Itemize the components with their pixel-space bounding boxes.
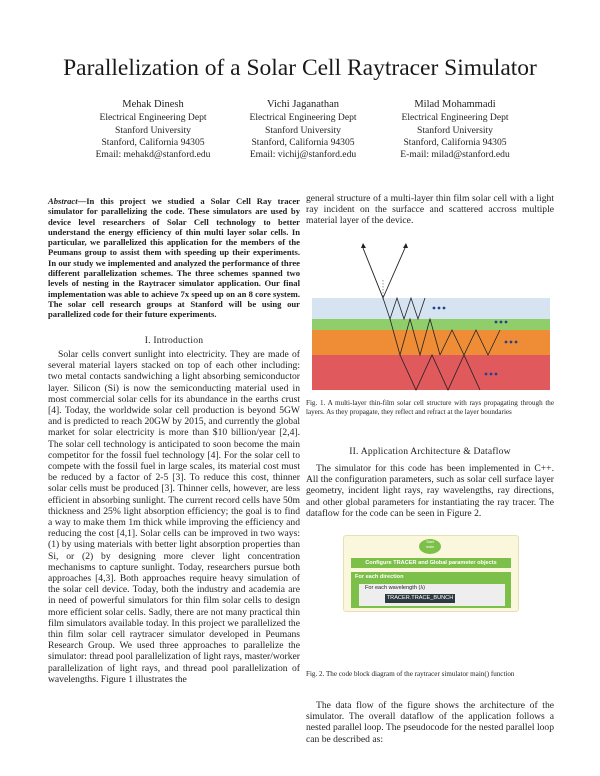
direction-loop-label: For each direction: [355, 574, 404, 580]
paper-title: Parallelization of a Solar Cell Raytracer Simulator: [63, 55, 537, 81]
section-heading-architecture: II. Application Architecture & Dataflow: [349, 446, 511, 457]
layer-top: [312, 298, 550, 319]
layer-green: [312, 319, 550, 330]
dataflow-text: The data flow of the figure shows the architecture of the simulator. The overall dataflow of the application follows a nested parallel loop. The pseudocode for the nested parallel loop can be described as:: [306, 700, 554, 745]
figure-1-caption: Fig. 1. A multi-layer thin-film solar cell structure with rays propagating through the layers. As they propagate, they reflect and refract at the layer boundaries: [306, 399, 554, 416]
configure-block: Configure TRACER and Global parameter objects: [351, 558, 511, 568]
author-dept: Electrical Engineering Dept: [401, 112, 509, 124]
layer-red: [312, 355, 550, 390]
intro-paragraph: [48, 349, 300, 685]
dataflow-paragraph: [306, 700, 554, 745]
wavelength-loop-label: For each wavelength (λ): [365, 585, 426, 591]
author-dept: Electrical Engineering Dept: [99, 112, 207, 124]
wavelength-loop-block: [359, 584, 505, 606]
abstract: [48, 196, 300, 320]
author-name: Vichi Jaganathan: [267, 99, 339, 110]
trace-bunch-block: TRACER.TRACE_BUNCH: [386, 595, 454, 601]
author-address: Stanford, California 94305: [403, 136, 507, 148]
abstract-lead: Abstract: [48, 196, 78, 206]
figure-1-solar-cell-diagram: [306, 240, 556, 392]
author-email: Email: mehakd@stanford.edu: [95, 149, 211, 161]
intro-text: Solar cells convert sunlight into electricity. They are made of several material layers stacked on top of each other including: two metal contacts sandwiching a light absorbing semiconductor layer. Silicon (Si) is now the semiconducting material used in most commercial solar cells for its abundance in the earths crust [4]. Today, the worldwide solar cell production is beyond 5GW and is predicted to reach 20GW by 2015, and currently the global market for solar electricity is more than $10 billion/year [2,4]. The solar cell technology is anticipated to soon become the main competitor for the fossil fuel technology [4]. For the solar cell to compete with the fossil fuel in large scales, its material cost must be reduced by a factor of 2-5 [3]. To reduce this cost, thinner solar cells must be produced [3]. Thinner cells, however, are less efficient in absorbing sunlight. The current record cells have 50m thickness and 25% light absorption efficiency; the goal is to find a way to make them 1m thick while improving the efficiency and reducing the cost [4,1]. Solar cells can be improved in two ways: (1) by using materials with better light absorption properties than Si, or (2) by designing more clever light concentration mechanisms to capture sunlight. Today, researchers pursue both approaches [4,3]. Both approaches require heavy simulation of the solar cell device. Today, both the industry and academia are in need of powerful simulators for thin film solar cells to design more efficient solar cells. Sadly, there are not many practical thin film simulators available today. In this project we parallelized the thin film solar cell raytracer simulator developed in Peumans Research Group. We used three approaches to parallelize the simulator: thread pool parallelization of light rays, master/worker parallelization of light rays, and thread pool parallelization of wavelengths. Figure 1 illustrates the: [48, 349, 300, 685]
reflected-ray: [383, 248, 405, 298]
author-email: Email: vichij@stanford.edu: [249, 149, 357, 161]
ray-arrow-head: [403, 243, 408, 248]
abstract-text: —In this project we studied a Solar Cell Ray tracer simulator for parallelizing the code. These simulators are used by device level researchers of Solar Cell technology to better understand the energy efficiency of thin multi layer solar cells. In particular, we parallelized this application for the members of the Peumans group to assist them with speeding up their experiments. In our study we implemented and analyzed the performance of three different parallelization schemes. The three schemes spanned two levels of nesting in the Raytracer simulator application. Our final implementation was able to achieve 7x speed up on an 8 core system. The solar cell research groups at Stanford will be using our parallelized code for their future experiments.: [48, 196, 300, 320]
figure-2-block-diagram: [343, 535, 519, 612]
author-address: Stanford, California 94305: [251, 136, 355, 148]
author-univ: Stanford University: [115, 124, 191, 136]
incident-ray: [363, 248, 383, 298]
start-node: Start main: [419, 539, 441, 554]
author-univ: Stanford University: [417, 124, 493, 136]
figure1-intro-text: general structure of a multi-layer thin film solar cell with a light ray incident on the surfacce and scattered accross multiple material layer of the device.: [306, 193, 554, 227]
author-name: Milad Mohammadi: [414, 99, 496, 110]
direction-loop-block: [351, 572, 511, 608]
author-name: Mehak Dinesh: [122, 99, 184, 110]
figure-2-caption: Fig. 2. The code block diagram of the raytracer simulator main() function: [306, 670, 515, 678]
author-email: E-mail: milad@stanford.edu: [400, 149, 510, 161]
section-heading-introduction: I. Introduction: [144, 335, 204, 346]
author-block-3: [355, 99, 555, 161]
author-address: Stanford, California 94305: [101, 136, 205, 148]
author-dept: Electrical Engineering Dept: [249, 112, 357, 124]
layer-orange: [312, 330, 550, 355]
ray-arrow-head: [361, 243, 366, 248]
figure1-intro-paragraph: [306, 193, 554, 227]
architecture-paragraph: [306, 463, 554, 519]
author-univ: Stanford University: [265, 124, 341, 136]
architecture-text: The simulator for this code has been implemented in C++. All the configuration parameters, such as solar cell surface layer geometry, incident light rays, ray wavelengths, ray directions, and other global parameters for instantiating the ray tracer. The dataflow for the code can be seen in Figure 2.: [306, 463, 554, 519]
